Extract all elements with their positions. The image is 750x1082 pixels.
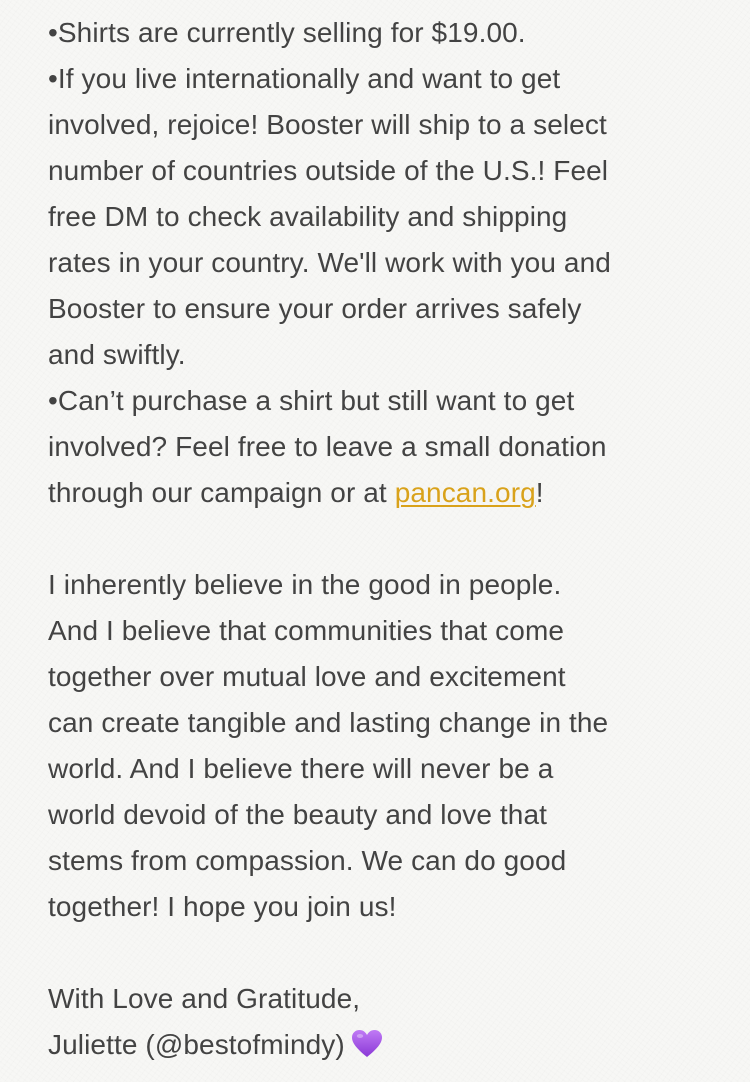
- text-line: Booster to ensure your order arrives safely: [48, 293, 582, 324]
- text-line: I inherently believe in the good in people.: [48, 569, 562, 600]
- text-line: together over mutual love and excitement: [48, 661, 566, 692]
- paragraph-spacer: [48, 516, 738, 562]
- text-line: stems from compassion. We can do good: [48, 845, 567, 876]
- pancan-link[interactable]: pancan.org: [394, 477, 536, 508]
- text-fragment: through our campaign or at: [48, 477, 395, 508]
- note-body: [48, 10, 738, 1068]
- text-line: can create tangible and lasting change in the: [48, 707, 609, 738]
- signoff: [48, 976, 738, 1068]
- text-line: involved, rejoice! Booster will ship to a select: [48, 109, 607, 140]
- paragraph-belief: [48, 562, 738, 930]
- text-line: •If you live internationally and want to get: [48, 63, 561, 94]
- text-line: and swiftly.: [48, 339, 186, 370]
- text-line: world devoid of the beauty and love that: [48, 799, 548, 830]
- text-line: world. And I believe there will never be a: [48, 753, 554, 784]
- text-line: involved? Feel free to leave a small donation: [48, 431, 607, 462]
- text-line: •Can’t purchase a shirt but still want to get: [48, 385, 575, 416]
- text-line: And I believe that communities that come: [48, 615, 565, 646]
- text-line: •Shirts are currently selling for $19.00.: [48, 17, 526, 48]
- text-line: together! I hope you join us!: [48, 891, 397, 922]
- signature-line: [48, 1022, 738, 1068]
- paragraph-spacer: [48, 930, 738, 976]
- paragraph-shirt-info: [48, 10, 738, 516]
- text-line: number of countries outside of the U.S.! Feel: [48, 155, 609, 186]
- signature-text: Juliette (@bestofmindy): [48, 1029, 345, 1060]
- text-line-with-link: [48, 470, 738, 516]
- text-fragment: !: [535, 477, 544, 508]
- purple-heart-icon: [351, 1029, 383, 1059]
- text-line: free DM to check availability and shipping: [48, 201, 568, 232]
- text-line: rates in your country. We'll work with you and: [48, 247, 611, 278]
- closing-line: With Love and Gratitude,: [48, 983, 361, 1014]
